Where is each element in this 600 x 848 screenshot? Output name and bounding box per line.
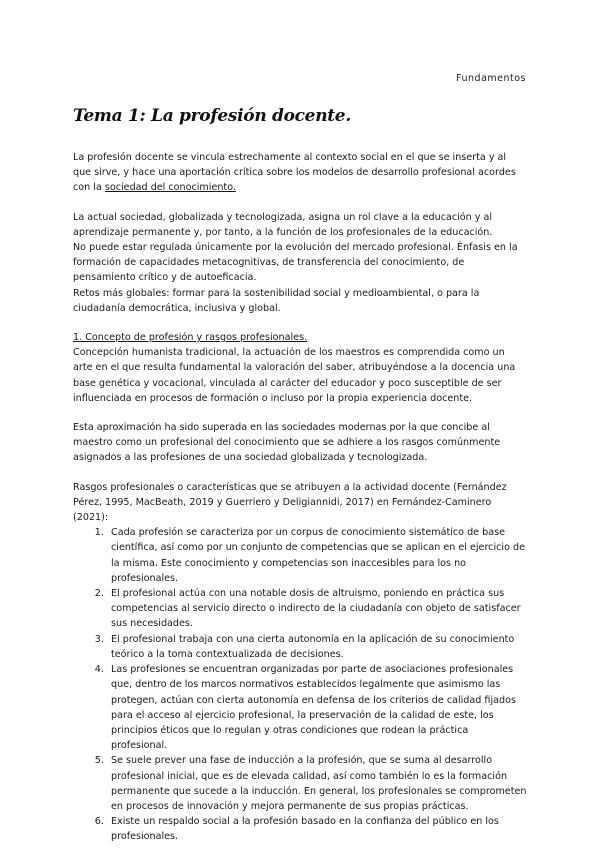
society-paragraph-1: La actual sociedad, globalizada y tecnologizada, asigna un rol clave a la educación y al aprendizaje permanente y, por tanto, a la función de los profesionales de la educación. xyxy=(73,211,493,238)
list-item: 3. El profesional trabaja con una cierta autonomía en la aplicación de su conocimiento teórico a la toma contextualizada de decisiones. xyxy=(107,632,527,662)
traits-list xyxy=(73,525,527,844)
knowledge-society-link: sociedad del conocimiento. xyxy=(104,182,236,194)
document-body xyxy=(73,150,527,845)
section-paragraph-2: Esta aproximación ha sido superada en las sociedades modernas por la que concibe al maestro como un profesional del conocimiento que se adhiere a los rasgos comúnmente asignados a las profesiones de una sociedad globalizada y tecnologizada. xyxy=(73,422,501,464)
intro-text: La profesión docente se vincula estrechamente al contexto social en el que se inserta y al que sirve, y hace una aportación crítica sobre los modelos de desarrollo profesional acordes con la xyxy=(73,152,516,194)
list-item: 1. Cada profesión se caracteriza por un corpus de conocimiento sistemático de base científica, así como por un conjunto de competencias que se aplican en el ejercicio de la misma. Este conocimiento y competencias son inaccesibles para los no profesionales. xyxy=(107,525,527,586)
section-paragraph-3: Rasgos profesionales o características que se atribuyen a la actividad docente (Fernández Pérez, 1995, MacBeath, 2019 y Guerriero y Deligiannidi, 2017) en Fernández-Caminero (2021): xyxy=(73,481,507,524)
list-item: 6. Existe un respaldo social a la profesión basado en la confianza del público en los profesionales. xyxy=(107,814,527,844)
spacer xyxy=(73,196,527,210)
spacer xyxy=(73,406,527,420)
section-paragraph-1: Concepción humanista tradicional, la actuación de los maestros es comprendida como un arte en el que resulta fundamental la valoración del saber, atribuyéndose a la docencia una base genética y vocacional, vinculada al carácter del educador y poco susceptible de ser influenciada en procesos de formación o incluso por la propia experiencia docente. xyxy=(73,347,516,404)
running-header: Fundamentos xyxy=(456,73,526,84)
society-paragraph-3: Retos más globales: formar para la sostenibilidad social y medioambiental, o para la ciudadanía democrática, inclusiva y global. xyxy=(73,287,480,314)
spacer xyxy=(73,466,527,480)
page-title: Tema 1: La profesión docente. xyxy=(73,106,351,126)
section-heading: 1. Concepto de profesión y rasgos profesionales. xyxy=(73,332,308,344)
spacer xyxy=(73,316,527,330)
list-item: 5. Se suele prever una fase de inducción a la profesión, que se suma al desarrollo profesional inicial, que es de elevada calidad, así como también lo es la formación permanente que sucede a la inducción. En general, los profesionales se comprometen en procesos de innovación y mejora permanente de sus propias prácticas. xyxy=(107,753,527,814)
list-item: 4. Las profesiones se encuentran organizadas por parte de asociaciones profesionales que, dentro de los marcos normativos establecidos legalmente que asimismo las protegen, actúan con cierta autonomía en defensa de los criterios de calidad fijados para el acceso al ejercicio profesional, la preservación de la calidad de este, los principios éticos que lo regulan y otras condiciones que rodean la práctica profesional. xyxy=(107,662,527,753)
list-item: 2. El profesional actúa con una notable dosis de altruismo, poniendo en práctica sus competencias al servicio directo o indirecto de la ciudadanía con objeto de satisfacer sus necesidades. xyxy=(107,586,527,632)
society-paragraph-2: No puede estar regulada únicamente por la evolución del mercado profesional. Énfasis en la formación de capacidades metacognitivas, de transferencia del conocimiento, de pensamiento crítico y de autoeficacia. xyxy=(73,242,518,284)
intro-paragraph xyxy=(73,150,527,196)
